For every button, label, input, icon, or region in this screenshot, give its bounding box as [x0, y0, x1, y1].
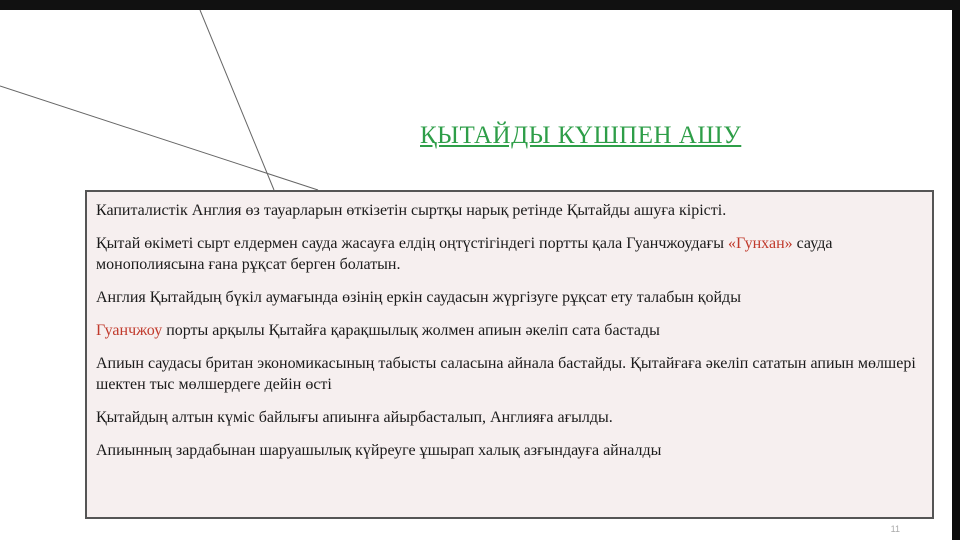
slide-title: ҚЫТАЙДЫ КҮШПЕН АШУ [420, 122, 742, 149]
paragraph-5: Апиын саудасы британ экономикасының табысты саласына айнала бастайды. Қытайғаға әкеліп сататын апиын мөлшері шектен тыс мөлшердеге дейін өсті [96, 355, 916, 393]
paragraph-6: Қытайдың алтын күміс байлығы апиынға айырбасталып, Англияға ағылды. [96, 409, 613, 426]
paragraph-2-text-end: сауда монополиясына ғана рұқсат берген болатын. [96, 235, 833, 273]
paragraph-1: Капиталистік Англия өз тауарларын өткізетін сыртқы нарық ретінде Қытайды ашуға кірісті. [96, 202, 727, 219]
paragraph-3: Англия Қытайдың бүкіл аумағында өзінің еркін саудасын жүргізуге рұқсат ету талабын қойды [96, 289, 741, 306]
paragraph-4 [96, 320, 922, 341]
gunkhan-highlight: «Гунхан» [727, 235, 793, 252]
paragraph-4-text: порты арқылы Қытайға қарақшылық жолмен апиын әкеліп сата бастады [162, 322, 660, 339]
guangzhou-highlight: Гуанчжоу [96, 322, 163, 339]
decorative-line-left [0, 86, 318, 190]
paragraph-2 [96, 233, 922, 275]
paragraph-7: Апиынның зардабынан шаруашылық күйреуге ұшырап халық азғындауға айналды [96, 442, 662, 459]
window-edge [952, 10, 960, 540]
slide-number: 11 [890, 524, 900, 534]
slide [0, 10, 960, 540]
content-box [85, 190, 934, 519]
paragraph-2-text: Қытай өкіметі сырт елдермен сауда жасауға елдің оңтүстігіндегі портты қала Гуанчжоудағы [96, 235, 728, 252]
